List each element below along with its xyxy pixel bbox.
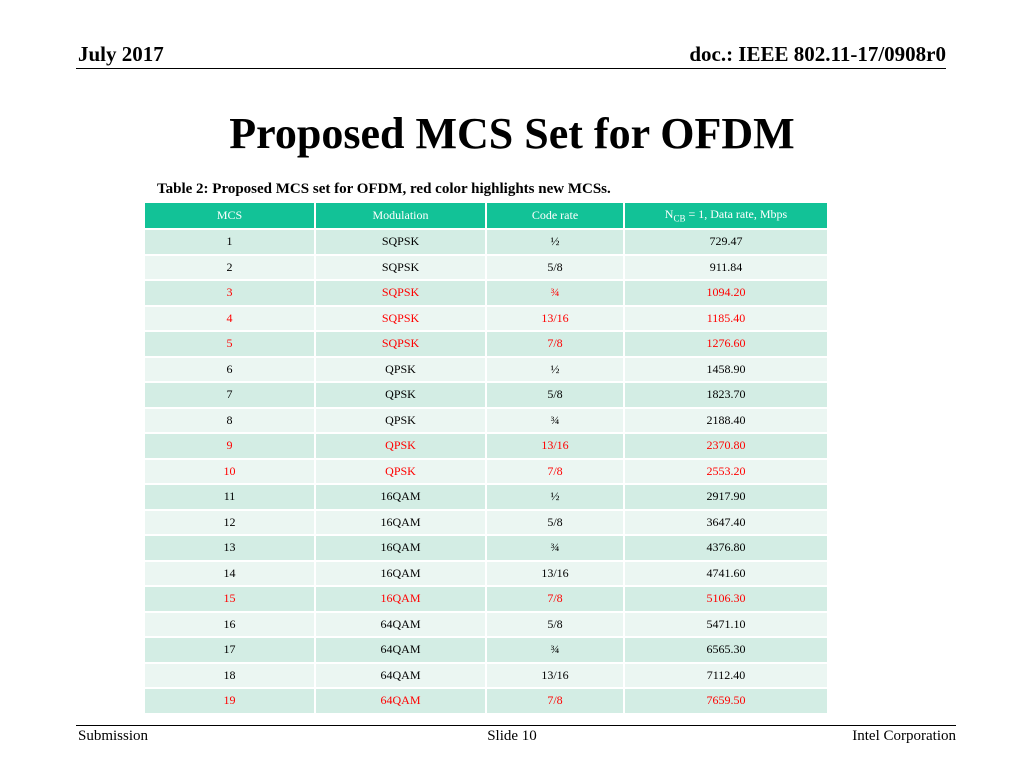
cell-modulation: 64QAM	[315, 688, 486, 714]
cell-code-rate: 13/16	[486, 561, 624, 587]
table-row	[145, 586, 828, 612]
cell-code-rate: ¾	[486, 280, 624, 306]
cell-data-rate: 4376.80	[624, 535, 828, 561]
table-row	[145, 612, 828, 638]
cell-code-rate: 5/8	[486, 510, 624, 536]
table-row	[145, 459, 828, 485]
mcs-table	[145, 203, 829, 715]
cell-code-rate: 5/8	[486, 255, 624, 281]
table-caption: Table 2: Proposed MCS set for OFDM, red color highlights new MCSs.	[157, 181, 611, 197]
cell-modulation: SQPSK	[315, 229, 486, 255]
cell-data-rate: 3647.40	[624, 510, 828, 536]
cell-data-rate: 7112.40	[624, 663, 828, 689]
header-date: July 2017	[78, 42, 164, 66]
cell-mcs: 1	[145, 229, 315, 255]
cell-modulation: 16QAM	[315, 510, 486, 536]
cell-modulation: QPSK	[315, 408, 486, 434]
footer-divider	[76, 725, 956, 726]
table-row	[145, 484, 828, 510]
cell-modulation: QPSK	[315, 459, 486, 485]
cell-mcs: 2	[145, 255, 315, 281]
cell-code-rate: ½	[486, 229, 624, 255]
cell-mcs: 8	[145, 408, 315, 434]
table-row	[145, 357, 828, 383]
column-header-code-rate: Code rate	[486, 203, 624, 229]
cell-modulation: 64QAM	[315, 637, 486, 663]
table-row	[145, 663, 828, 689]
cell-modulation: QPSK	[315, 357, 486, 383]
slide-title: Proposed MCS Set for OFDM	[229, 109, 795, 158]
table-header-row	[145, 203, 828, 229]
table-body	[145, 229, 828, 714]
cell-code-rate: 13/16	[486, 306, 624, 332]
cell-code-rate: 7/8	[486, 459, 624, 485]
cell-modulation: SQPSK	[315, 280, 486, 306]
table-row	[145, 382, 828, 408]
cell-data-rate: 1094.20	[624, 280, 828, 306]
cell-data-rate: 2553.20	[624, 459, 828, 485]
cell-mcs: 4	[145, 306, 315, 332]
cell-mcs: 18	[145, 663, 315, 689]
cell-data-rate: 4741.60	[624, 561, 828, 587]
footer-slide-number: Slide 10	[487, 728, 537, 744]
cell-modulation: QPSK	[315, 433, 486, 459]
cell-data-rate: 729.47	[624, 229, 828, 255]
table-row	[145, 255, 828, 281]
cell-code-rate: ½	[486, 484, 624, 510]
cell-modulation: SQPSK	[315, 306, 486, 332]
cell-modulation: SQPSK	[315, 331, 486, 357]
cell-code-rate: 13/16	[486, 433, 624, 459]
cell-data-rate: 6565.30	[624, 637, 828, 663]
cell-mcs: 5	[145, 331, 315, 357]
header-divider	[76, 68, 946, 69]
cell-mcs: 11	[145, 484, 315, 510]
cell-modulation: 16QAM	[315, 586, 486, 612]
cell-modulation: 64QAM	[315, 612, 486, 638]
cell-mcs: 10	[145, 459, 315, 485]
cell-code-rate: ¾	[486, 535, 624, 561]
column-header-mcs: MCS	[145, 203, 315, 229]
cell-data-rate: 2917.90	[624, 484, 828, 510]
footer-company: Intel Corporation	[852, 728, 956, 744]
table-row	[145, 688, 828, 714]
cell-mcs: 15	[145, 586, 315, 612]
cell-data-rate: 1458.90	[624, 357, 828, 383]
cell-data-rate: 5106.30	[624, 586, 828, 612]
table-row	[145, 408, 828, 434]
cell-code-rate: 5/8	[486, 382, 624, 408]
column-header-modulation: Modulation	[315, 203, 486, 229]
cell-mcs: 9	[145, 433, 315, 459]
cell-modulation: 16QAM	[315, 484, 486, 510]
cell-modulation: 64QAM	[315, 663, 486, 689]
table-row	[145, 229, 828, 255]
cell-data-rate: 2370.80	[624, 433, 828, 459]
cell-code-rate: ¾	[486, 637, 624, 663]
cell-data-rate: 1185.40	[624, 306, 828, 332]
cell-modulation: QPSK	[315, 382, 486, 408]
cell-mcs: 3	[145, 280, 315, 306]
footer-submission: Submission	[78, 728, 149, 744]
cell-code-rate: ¾	[486, 408, 624, 434]
cell-data-rate: 7659.50	[624, 688, 828, 714]
cell-mcs: 19	[145, 688, 315, 714]
column-header-data-rate	[624, 203, 828, 229]
cell-code-rate: 7/8	[486, 586, 624, 612]
table-row	[145, 637, 828, 663]
cell-mcs: 6	[145, 357, 315, 383]
cell-modulation: SQPSK	[315, 255, 486, 281]
cell-modulation: 16QAM	[315, 535, 486, 561]
cell-mcs: 13	[145, 535, 315, 561]
header-doc-id: doc.: IEEE 802.11-17/0908r0	[689, 42, 946, 66]
table-row	[145, 331, 828, 357]
cell-mcs: 16	[145, 612, 315, 638]
table-row	[145, 433, 828, 459]
cell-data-rate: 1276.60	[624, 331, 828, 357]
cell-code-rate: 7/8	[486, 331, 624, 357]
cell-mcs: 7	[145, 382, 315, 408]
table-row	[145, 306, 828, 332]
cell-code-rate: 5/8	[486, 612, 624, 638]
cell-data-rate: 5471.10	[624, 612, 828, 638]
rate-header-subscript: CB	[673, 213, 686, 224]
cell-data-rate: 1823.70	[624, 382, 828, 408]
cell-code-rate: 13/16	[486, 663, 624, 689]
table-row	[145, 510, 828, 536]
cell-mcs: 14	[145, 561, 315, 587]
cell-data-rate: 2188.40	[624, 408, 828, 434]
cell-mcs: 17	[145, 637, 315, 663]
table-row	[145, 280, 828, 306]
cell-code-rate: 7/8	[486, 688, 624, 714]
table-row	[145, 561, 828, 587]
cell-code-rate: ½	[486, 357, 624, 383]
rate-header-prefix: N	[664, 207, 674, 222]
cell-mcs: 12	[145, 510, 315, 536]
cell-data-rate: 911.84	[624, 255, 828, 281]
rate-header-suffix: = 1, Data rate, Mbps	[685, 207, 788, 222]
cell-modulation: 16QAM	[315, 561, 486, 587]
table-row	[145, 535, 828, 561]
